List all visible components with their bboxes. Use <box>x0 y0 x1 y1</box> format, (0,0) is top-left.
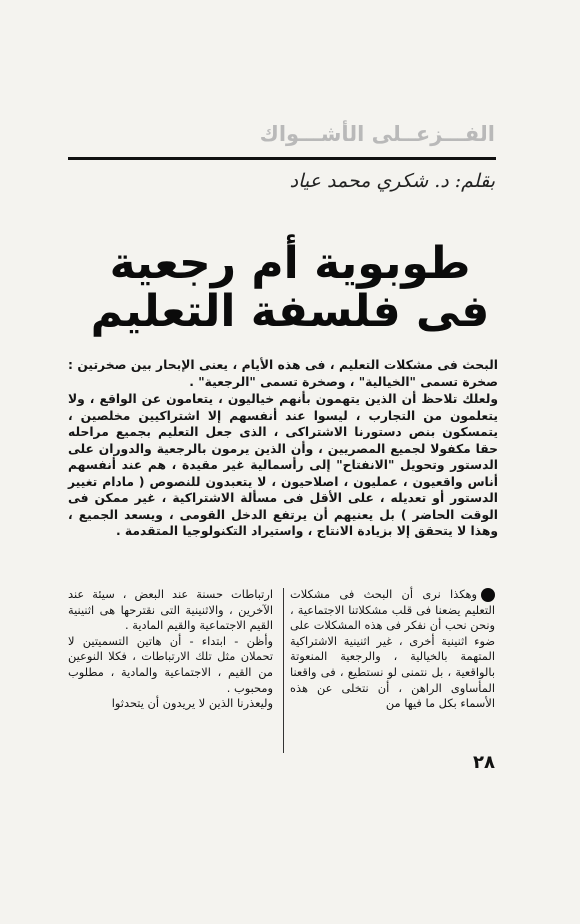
right-column-text: وهكذا نرى أن البحث فى مشكلات التعليم يضعنا فى قلب مشكلاتنا الاجتماعية ، ونحن نحب أن نفكر فى هذه المشكلات على ضوء اثنينية أخرى ، غير اثنينية الاشتراكية المتهمة بالخيالية ، والرجعية المنعوتة بالواقعية ، بل نتمنى لو نستطيع ، فى واقعنا المأساوى الراهن ، أن نتخلى عن هذه الأسماء بكل ما فيها من <box>290 587 495 711</box>
left-column-paragraph: وأظن - ابتداء - أن هاتين التسميتين لا تحملان مثل تلك الارتباطات ، فكلا النوعين من القيم ، الاجتماعية والمادية ، مطلوب ومحبوب . <box>68 633 273 695</box>
lead-paragraph: البحث فى مشكلات التعليم ، فى هذه الأيام ، يعنى الإبحار بين صخرتين : صخرة تسمى "الخيالية" ، وصخرة تسمى "الرجعية" . <box>68 358 498 389</box>
left-column <box>68 587 273 712</box>
left-column-paragraph: وليعذرنا الذين لا يريدون أن يتحدثوا <box>111 696 273 711</box>
left-column-paragraph: ارتباطات حسنة عند البعض ، سيئة عند الآخرين ، والاثنينية التى نقترحها هى اثنينية القيم الاجتماعية والقيم المادية . <box>68 587 273 633</box>
bullet-icon <box>481 588 495 602</box>
header-rule <box>68 157 496 160</box>
headline-line-1: طوبوية أم رجعية <box>109 238 471 289</box>
headline-line-2: فى فلسفة التعليم <box>90 286 490 337</box>
right-column <box>290 587 495 712</box>
lead-paragraph: ولعلك تلاحظ أن الذين يتهمون بأنهم خياليون ، يتعامون عن الواقع ، ولا يتعلمون من التجارب ، ليسوا عند أنفسهم إلا اشتراكيين مخلصين ، يتمسكون بنص دستورنا الاشتراكى ، الذى جعل التعليم بجميع مراحله حقا مكفولا لجميع المصريين ، وأن الذين يرمون بالرجعية والدوران على الدستور وتحويل "الانفتاح" إلى رأسمالية غير مقيدة ، هم عند أنفسهم أناس واقعيون ، عمليون ، اصلاحيون ، لا يتعبدون للنصوص ( مادام تغيير الدستور أو تعديله ، على الأقل فى مسألة الاشتراكية ، غير ممكن فى الوقت الحاضر ) بل يعنيهم أن يرتفع الدخل القومى ، ويسعد الجميع ، وهذا لا يتحقق إلا بزيادة الانتاج ، واستيراد التكنولوجيا المتقدمة . <box>68 392 498 538</box>
author-byline: بقلم: د. شكري محمد عياد <box>289 170 495 192</box>
lead-text <box>68 357 498 541</box>
page-number: ٢٨ <box>473 752 495 773</box>
column-divider <box>283 588 284 753</box>
section-header: الفـــزعــلى الأشـــواك <box>259 122 495 146</box>
